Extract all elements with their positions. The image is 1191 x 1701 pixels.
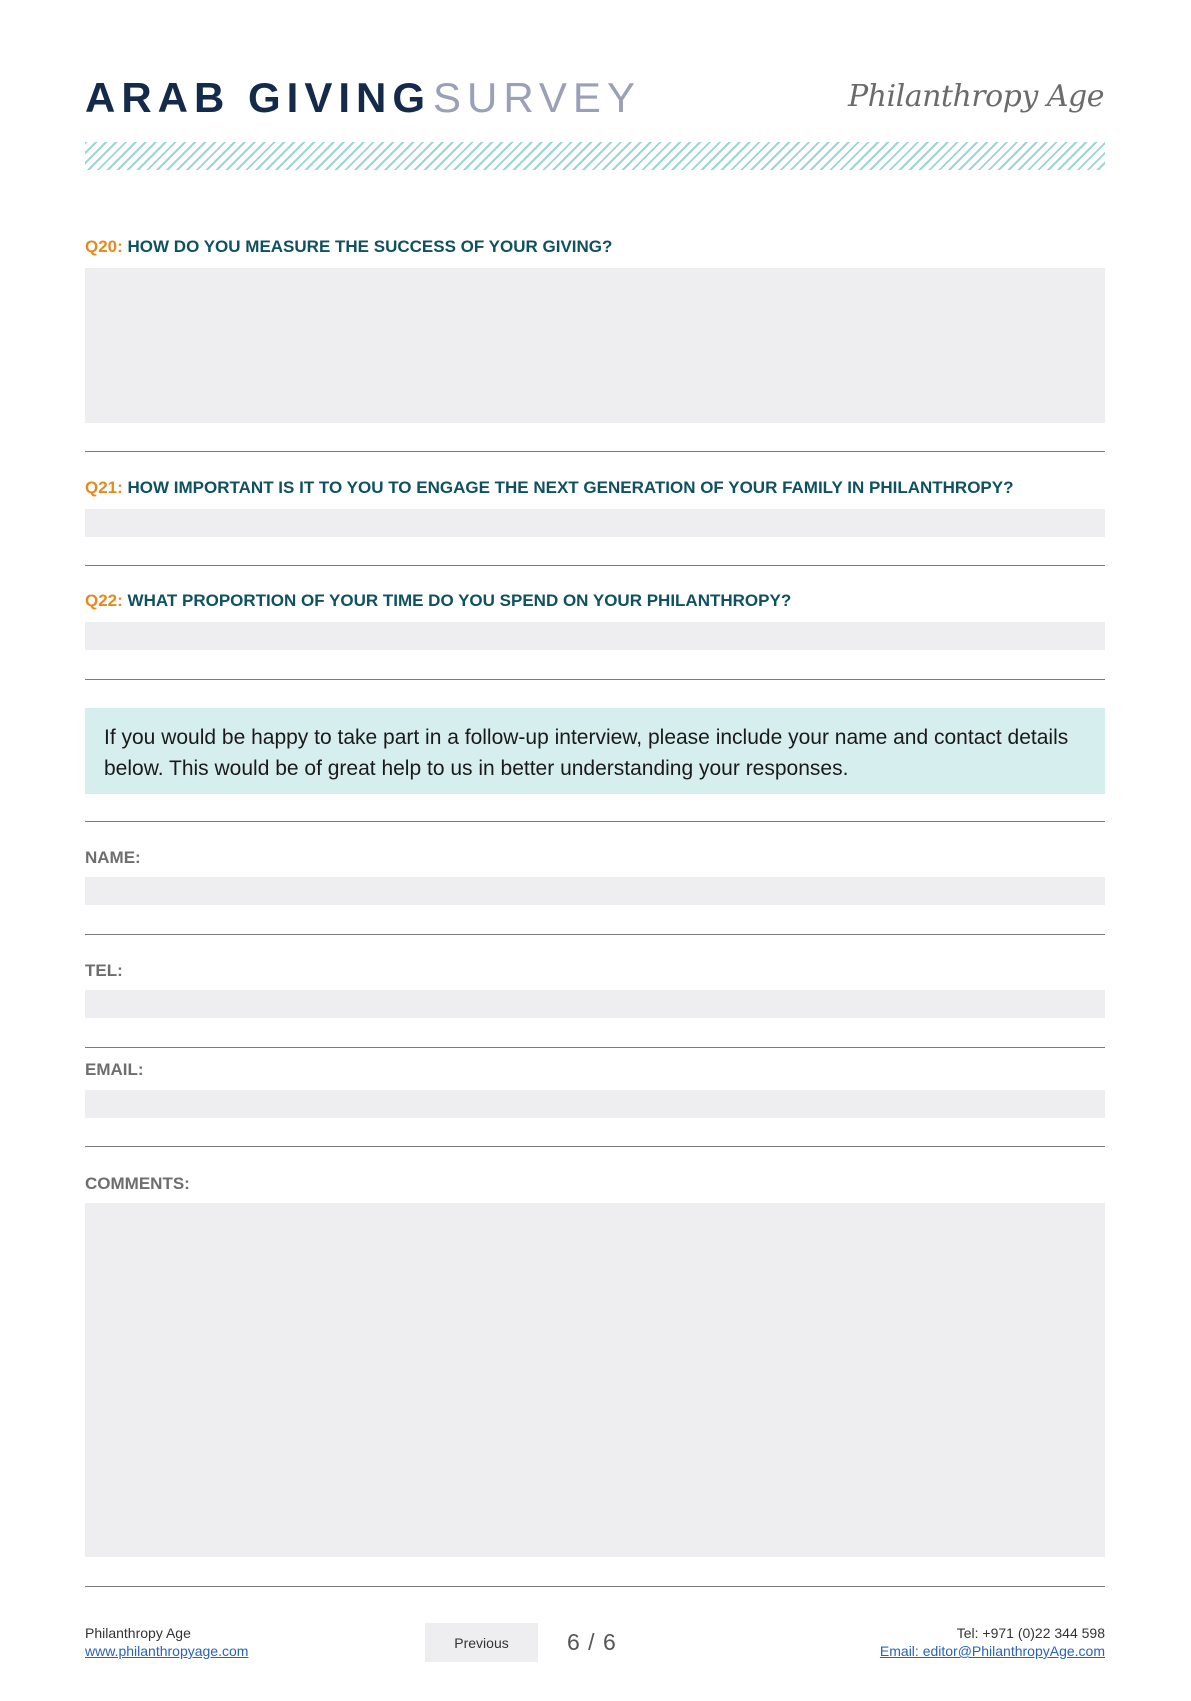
- survey-title: ARAB GIVING: [85, 74, 432, 121]
- divider: [85, 679, 1105, 680]
- email-label: EMAIL:: [85, 1060, 144, 1079]
- decorative-hatch-band: [85, 142, 1105, 170]
- comments-field[interactable]: [85, 1203, 1105, 1557]
- footer-org-name: Philanthropy Age: [85, 1625, 191, 1641]
- question-number: Q22:: [85, 591, 123, 610]
- page-indicator: 6 / 6: [567, 1629, 617, 1655]
- divider: [85, 934, 1105, 935]
- question-q21: [85, 478, 1013, 498]
- divider: [85, 1586, 1105, 1587]
- q20-answer-field[interactable]: [85, 268, 1105, 423]
- question-text: HOW IMPORTANT IS IT TO YOU TO ENGAGE THE NEXT GENERATION OF YOUR FAMILY IN PHILANTHROPY?: [127, 478, 1014, 497]
- divider: [85, 451, 1105, 452]
- follow-up-info-panel: If you would be happy to take part in a follow-up interview, please include your name and contact details below. This would be of great help to us in better understanding your responses.: [85, 708, 1105, 794]
- question-text: HOW DO YOU MEASURE THE SUCCESS OF YOUR GIVING?: [127, 237, 613, 256]
- email-field[interactable]: [85, 1090, 1105, 1118]
- name-label: NAME:: [85, 848, 141, 867]
- question-q20: [85, 237, 612, 257]
- q21-answer-field[interactable]: [85, 509, 1105, 537]
- question-number: Q21:: [85, 478, 123, 497]
- tel-field[interactable]: [85, 990, 1105, 1018]
- divider: [85, 821, 1105, 822]
- previous-button[interactable]: Previous: [425, 1623, 538, 1662]
- divider: [85, 1146, 1105, 1147]
- footer-website-link[interactable]: www.philanthropyage.com: [85, 1643, 249, 1659]
- name-field[interactable]: [85, 877, 1105, 905]
- q22-answer-field[interactable]: [85, 622, 1105, 650]
- comments-label: COMMENTS:: [85, 1174, 190, 1193]
- survey-subtitle: SURVEY: [433, 74, 641, 121]
- brand-logo: Philanthropy Age: [848, 79, 1104, 114]
- footer-tel: Tel: +971 (0)22 344 598: [956, 1625, 1105, 1641]
- question-q22: [85, 591, 791, 611]
- question-text: WHAT PROPORTION OF YOUR TIME DO YOU SPEND ON YOUR PHILANTHROPY?: [127, 591, 792, 610]
- question-number: Q20:: [85, 237, 123, 256]
- footer-email-link[interactable]: Email: editor@PhilanthropyAge.com: [879, 1643, 1105, 1659]
- tel-label: TEL:: [85, 961, 123, 980]
- divider: [85, 1047, 1105, 1048]
- divider: [85, 565, 1105, 566]
